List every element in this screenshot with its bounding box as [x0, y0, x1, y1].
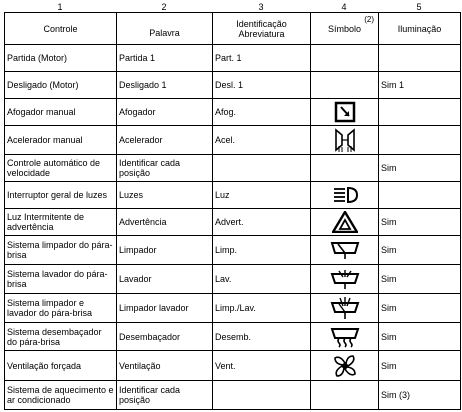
cell-abrev: Limp./Lav.	[213, 294, 311, 323]
cell-iluminacao	[379, 99, 461, 126]
table-row	[5, 45, 461, 72]
fan-icon	[332, 353, 358, 379]
cell-iluminacao	[379, 182, 461, 209]
cell-iluminacao: Sim	[379, 265, 461, 294]
cell-simbolo	[311, 155, 379, 182]
cell-abrev	[213, 155, 311, 182]
cell-simbolo	[311, 351, 379, 381]
table-row	[5, 182, 461, 209]
cell-simbolo	[311, 323, 379, 351]
column-number-5: 5	[416, 2, 422, 12]
cell-simbolo	[311, 294, 379, 323]
cell-iluminacao: Sim	[379, 209, 461, 236]
cell-iluminacao	[379, 126, 461, 155]
cell-simbolo	[311, 265, 379, 294]
table-row	[5, 126, 461, 155]
cell-iluminacao: Sim 1	[379, 72, 461, 99]
cell-simbolo	[311, 209, 379, 236]
cell-controle: Desligado (Motor)	[5, 72, 117, 99]
cell-abrev: Afog.	[213, 99, 311, 126]
cell-palavra: Desembaçador	[117, 323, 213, 351]
cell-iluminacao: Sim	[379, 323, 461, 351]
table-row	[5, 351, 461, 381]
wiper-washer-icon	[329, 296, 361, 320]
header-iluminacao: Iluminação	[379, 13, 461, 45]
cell-controle: Partida (Motor)	[5, 45, 117, 72]
header-controle: Controle	[5, 13, 117, 45]
cell-abrev: Desemb.	[213, 323, 311, 351]
cell-abrev: Acel.	[213, 126, 311, 155]
table-row	[5, 236, 461, 265]
cell-simbolo	[311, 236, 379, 265]
cell-abrev: Advert.	[213, 209, 311, 236]
throttle-icon	[333, 127, 357, 153]
cell-controle: Sistema limpador do pára-brisa	[5, 236, 117, 265]
control-table	[4, 12, 461, 410]
cell-palavra: Partida 1	[117, 45, 213, 72]
cell-palavra: Acelerador	[117, 126, 213, 155]
choke-icon	[334, 101, 356, 123]
header-palavra: Palavra	[117, 13, 213, 45]
wiper-icon	[329, 239, 361, 261]
cell-palavra: Identificar cada posição	[117, 155, 213, 182]
table-row	[5, 99, 461, 126]
header-row	[5, 13, 461, 45]
table-row	[5, 209, 461, 236]
cell-abrev	[213, 381, 311, 410]
washer-icon	[329, 268, 361, 290]
header-identificacao: Identificação Abreviatura	[213, 13, 311, 45]
cell-simbolo	[311, 72, 379, 99]
cell-iluminacao: Sim	[379, 294, 461, 323]
cell-controle: Sistema limpador e lavador do pára-brisa	[5, 294, 117, 323]
cell-abrev: Limp.	[213, 236, 311, 265]
cell-iluminacao: Sim	[379, 155, 461, 182]
cell-simbolo	[311, 99, 379, 126]
header-simbolo	[311, 13, 379, 45]
column-number-3: 3	[258, 2, 264, 12]
cell-iluminacao: Sim	[379, 351, 461, 381]
table-row	[5, 72, 461, 99]
cell-simbolo	[311, 126, 379, 155]
table-row	[5, 155, 461, 182]
hazard-triangle-icon	[332, 211, 358, 233]
cell-iluminacao: Sim (3)	[379, 381, 461, 410]
cell-palavra: Limpador lavador	[117, 294, 213, 323]
table-row	[5, 381, 461, 410]
headlight-icon	[330, 185, 360, 205]
cell-simbolo	[311, 381, 379, 410]
cell-iluminacao	[379, 45, 461, 72]
cell-controle: Sistema desembaçador do pára-brisa	[5, 323, 117, 351]
cell-abrev: Desl. 1	[213, 72, 311, 99]
cell-palavra: Identificar cada posição	[117, 381, 213, 410]
cell-controle: Sistema lavador do pára-brisa	[5, 265, 117, 294]
cell-controle: Controle automático de velocidade	[5, 155, 117, 182]
cell-palavra: Lavador	[117, 265, 213, 294]
column-number-2: 2	[161, 2, 167, 12]
header-simbolo-label: Símbolo	[327, 23, 362, 34]
cell-controle: Afogador manual	[5, 99, 117, 126]
column-number-1: 1	[57, 2, 63, 12]
cell-controle: Interruptor geral de luzes	[5, 182, 117, 209]
column-number-4: 4	[341, 2, 347, 12]
cell-controle: Sistema de aquecimento e ar condicionado	[5, 381, 117, 410]
table-row	[5, 265, 461, 294]
cell-palavra: Luzes	[117, 182, 213, 209]
cell-abrev: Lav.	[213, 265, 311, 294]
cell-palavra: Afogador	[117, 99, 213, 126]
cell-palavra: Limpador	[117, 236, 213, 265]
header-simbolo-note: (2)	[364, 15, 374, 24]
cell-palavra: Ventilação	[117, 351, 213, 381]
table-row	[5, 323, 461, 351]
cell-simbolo	[311, 182, 379, 209]
cell-abrev: Part. 1	[213, 45, 311, 72]
cell-iluminacao: Sim	[379, 236, 461, 265]
cell-palavra: Advertência	[117, 209, 213, 236]
cell-abrev: Vent.	[213, 351, 311, 381]
cell-abrev: Luz	[213, 182, 311, 209]
cell-simbolo	[311, 45, 379, 72]
cell-controle: Luz Intermitente de advertência	[5, 209, 117, 236]
table-row	[5, 294, 461, 323]
defroster-icon	[329, 326, 361, 348]
cell-controle: Acelerador manual	[5, 126, 117, 155]
cell-controle: Ventilação forçada	[5, 351, 117, 381]
cell-palavra: Desligado 1	[117, 72, 213, 99]
